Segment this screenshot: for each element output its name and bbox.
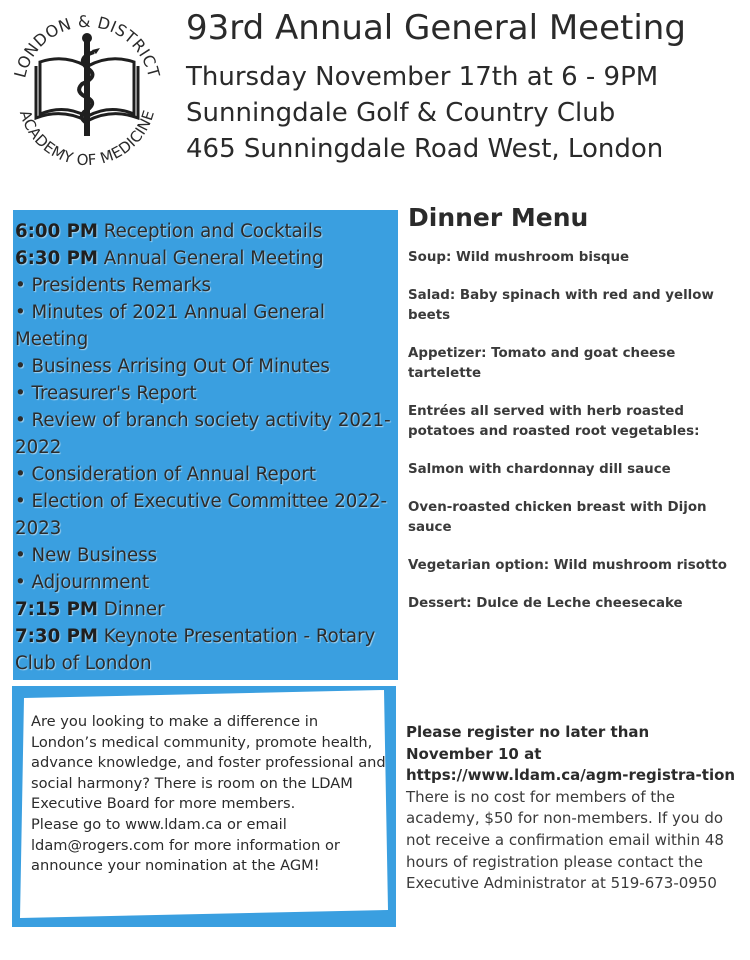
agenda-time: 6:00 PM xyxy=(15,221,98,242)
agenda-panel xyxy=(13,210,398,680)
agenda-time: 7:30 PM xyxy=(15,626,98,647)
agenda-text: • Review of branch society activity 2021-2022 xyxy=(15,410,391,458)
agenda-text: • Minutes of 2021 Annual General Meeting xyxy=(15,302,325,350)
menu-item-soup: Soup: Wild mushroom bisque xyxy=(408,250,630,265)
menu-item-chicken: Oven-roasted chicken breast with Dijon sauce xyxy=(408,500,707,535)
agenda-item xyxy=(15,245,394,272)
callout-paragraph-2: Please go to www.ldam.ca or email ldam@rogers.com for more information or announce your nomination at the AGM! xyxy=(31,815,340,875)
agenda-item xyxy=(15,596,394,623)
registration-body: There is no cost for members of the academy, $50 for non-members. If you do not receive a confirmation email within 48 hours of registration please contact the Executive Administrator at 519-673-0950 xyxy=(406,787,724,893)
agenda-text: • Treasurer's Report xyxy=(15,383,197,404)
agenda-item xyxy=(15,569,394,596)
agenda-item xyxy=(15,542,394,569)
agenda-text: • Consideration of Annual Report xyxy=(15,464,316,485)
menu-item-vegetarian: Vegetarian option: Wild mushroom risotto xyxy=(408,558,727,573)
agenda-text: • Adjournment xyxy=(15,572,150,593)
logo-text-bottom: ACADEMY OF MEDICINE xyxy=(15,107,159,170)
agenda-text: • Business Arrising Out Of Minutes xyxy=(15,356,330,377)
agenda-item xyxy=(15,407,394,461)
agenda-text: Dinner xyxy=(98,599,165,620)
agenda-item xyxy=(15,272,394,299)
menu-item-salmon: Salmon with chardonnay dill sauce xyxy=(408,462,671,477)
agenda-item xyxy=(15,353,394,380)
agenda-item xyxy=(15,299,394,353)
event-venue: Sunningdale Golf & Country Club xyxy=(186,98,616,128)
dinner-menu-title: Dinner Menu xyxy=(408,203,589,232)
caduceus-book-icon xyxy=(36,33,138,136)
callout-text xyxy=(31,712,386,877)
agenda-text: • Election of Executive Committee 2022-2023 xyxy=(15,491,388,539)
agenda-item xyxy=(15,380,394,407)
menu-item-salad: Salad: Baby spinach with red and yellow beets xyxy=(408,288,714,323)
ldam-logo-graphic xyxy=(4,4,170,170)
menu-item-appetizer: Appetizer: Tomato and goat cheese tartelette xyxy=(408,346,676,381)
event-date-time: Thursday November 17th at 6 - 9PM xyxy=(186,62,659,92)
agenda-time: 6:30 PM xyxy=(15,248,98,269)
dinner-menu xyxy=(408,203,744,632)
registration-heading: Please register no later than November 10 at https://www.ldam.ca/agm-registra-tion xyxy=(406,723,736,785)
callout-paragraph-1: Are you looking to make a difference in London’s medical community, promote health, advance knowledge, and foster professional and social harmony? There is room on the LDAM Executive Board for more members. xyxy=(31,713,386,813)
agenda-text: • New Business xyxy=(15,545,158,566)
agenda-time: 7:15 PM xyxy=(15,599,98,620)
ldam-logo xyxy=(4,4,170,170)
logo-text-top: LONDON & DISTRICT xyxy=(10,11,164,80)
agenda-text: • Presidents Remarks xyxy=(15,275,211,296)
agenda-item xyxy=(15,461,394,488)
agenda-item xyxy=(15,623,394,677)
executive-board-callout xyxy=(10,684,398,929)
agenda-item xyxy=(15,218,394,245)
agenda-text: Reception and Cocktails xyxy=(98,221,323,242)
menu-item-dessert: Dessert: Dulce de Leche cheesecake xyxy=(408,596,683,611)
agenda-text: Annual General Meeting xyxy=(98,248,324,269)
registration-info xyxy=(406,722,740,895)
event-title: 93rd Annual General Meeting xyxy=(186,8,686,48)
event-address: 465 Sunningdale Road West, London xyxy=(186,134,664,164)
menu-item-entrees: Entrées all served with herb roasted potatoes and roasted root vegetables: xyxy=(408,404,700,439)
agenda-item xyxy=(15,488,394,542)
agenda-text: Keynote Presentation - Rotary Club of London xyxy=(15,626,376,674)
